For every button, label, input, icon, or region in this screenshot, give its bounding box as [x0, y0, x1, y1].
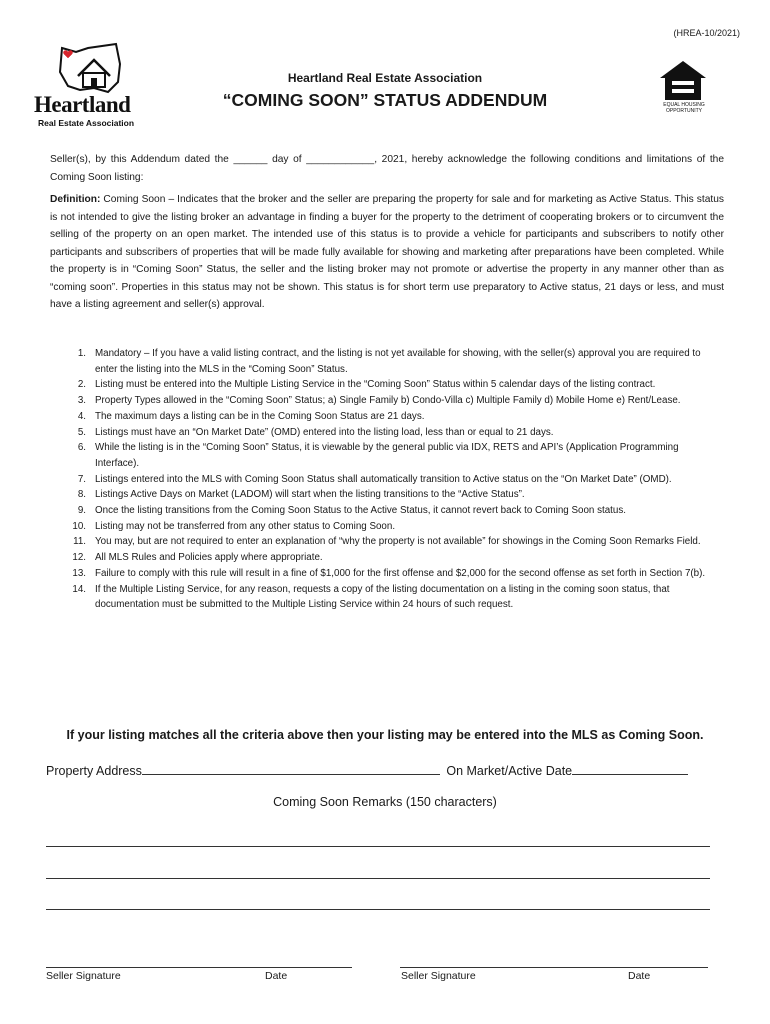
- list-item-number: 6.: [77, 442, 86, 454]
- list-item-number: 4.: [77, 410, 86, 422]
- list-item: [60, 582, 710, 613]
- list-item: [60, 534, 710, 550]
- definition-label: Definition:: [50, 194, 101, 205]
- property-address-row: [46, 761, 688, 778]
- heartland-logo: [34, 42, 152, 132]
- list-item-number: 12.: [72, 552, 86, 564]
- list-item-text: Listing may not be transferred from any other status to Coming Soon.: [95, 520, 396, 532]
- list-item-number: 2.: [77, 379, 86, 391]
- logo-wordmark: Heartland: [34, 92, 131, 117]
- list-item-number: 14.: [72, 583, 86, 595]
- list-item-number: 7.: [77, 473, 86, 485]
- list-item-number: 9.: [77, 505, 86, 517]
- seller-signature-line-1[interactable]: [46, 967, 352, 968]
- list-item-text: Listings entered into the MLS with Coming Soon Status shall automatically transition to Active status on the “On Market Date” (OMD).: [95, 473, 672, 485]
- list-item-text: While the listing is in the “Coming Soon” Status, it is viewable by the general public via IDX, RETS and API’s (Application Programming Interface).: [95, 442, 679, 469]
- list-item-text: Mandatory – If you have a valid listing contract, and the listing is not yet available for showing, with the seller(s) approval you are required to enter the listing into the MLS in the “Coming Soon” Status.: [95, 348, 701, 375]
- list-item: [60, 393, 710, 409]
- property-address-field[interactable]: [142, 761, 440, 775]
- remarks-line-3[interactable]: [46, 909, 710, 910]
- list-item-text: You may, but are not required to enter an explanation of “why the property is not available” for showings in the Coming Soon Remarks Field.: [95, 536, 701, 548]
- list-item-text: Property Types allowed in the “Coming Soon” Status; a) Single Family b) Condo-Villa c) Multiple Family d) Mobile Home e) Rent/Lease.: [95, 395, 681, 407]
- list-item: [60, 440, 710, 471]
- on-market-date-label: On Market/Active Date: [446, 764, 573, 778]
- list-item: [60, 346, 710, 377]
- list-item: [60, 566, 710, 582]
- seller-signature-label-1: Seller Signature: [46, 970, 121, 982]
- equal-housing-icon: [656, 58, 710, 102]
- remarks-label: Coming Soon Remarks (150 characters): [273, 795, 497, 809]
- organization-name: Heartland Real Estate Association: [287, 71, 483, 85]
- list-item: [60, 519, 710, 535]
- list-item: [60, 377, 710, 393]
- conditions-list: [60, 346, 710, 613]
- seller-signature-line-2[interactable]: [400, 967, 708, 968]
- list-item-text: Failure to comply with this rule will result in a fine of $1,000 for the first offense and $2,000 for the second offense as set forth in Section 7(b).: [95, 567, 706, 579]
- list-item-text: The maximum days a listing can be in the Coming Soon Status are 21 days.: [95, 410, 425, 422]
- criteria-notice: If your listing matches all the criteria above then your listing may be entered into the MLS as Coming Soon.: [66, 728, 704, 742]
- list-item: [60, 487, 710, 503]
- remarks-line-2[interactable]: [46, 878, 710, 879]
- list-item-text: Listing must be entered into the Multiple Listing Service in the “Coming Soon” Status within 5 calendar days of the listing contract.: [95, 379, 656, 391]
- list-item-text: Once the listing transitions from the Coming Soon Status to the Active Status, it cannot revert back to Coming Soon status.: [95, 505, 626, 517]
- form-code: (HREA-10/2021): [673, 28, 740, 38]
- date-label-2: Date: [628, 970, 651, 982]
- equal-housing-logo: [656, 58, 710, 118]
- list-item-number: 13.: [72, 567, 86, 579]
- seller-signature-label-2: Seller Signature: [401, 970, 476, 982]
- list-item: [60, 472, 710, 488]
- intro-paragraph: Seller(s), by this Addendum dated the ______ day of ____________, 2021, hereby acknowledge the following conditions and limitations of the Coming Soon listing:: [50, 154, 724, 183]
- list-item-text: All MLS Rules and Policies apply where appropriate.: [95, 552, 323, 564]
- list-item-number: 3.: [77, 395, 86, 407]
- list-item: [60, 425, 710, 441]
- list-item: [60, 409, 710, 425]
- definition-paragraph: [50, 191, 724, 314]
- list-item-number: 11.: [73, 536, 86, 548]
- definition-text: Coming Soon – Indicates that the broker and the seller are preparing the property for sale and for marketing as Active Status. This status is not intended to give the listing broker an advantage in finding a buyer for the property to the detriment of cooperating brokers or to circumvent the selling of the property on an open market. The intended use of this status is to provide a vehicle for participants and subscribers to notify other participants and subscribers of properties that will be made fully available for showing and marketing after preparations have been completed. While the property is in “Coming Soon” Status, the seller and the listing broker may not promote or advertise the property in any manner other than as “coming soon”. Properties in this status may not be shown. This status is for short term use preparatory to Active status, 21 days or less, and must have a listing agreement and seller(s) approval.: [50, 194, 724, 310]
- remarks-line-1[interactable]: [46, 846, 710, 847]
- page-title: “COMING SOON” STATUS ADDENDUM: [222, 90, 548, 110]
- list-item-number: 10.: [72, 520, 86, 532]
- list-item-number: 1.: [77, 348, 86, 359]
- list-item: [60, 550, 710, 566]
- on-market-date-field[interactable]: [572, 761, 688, 775]
- logo-subtitle: Real Estate Association: [38, 118, 135, 128]
- list-item-text: Listings must have an “On Market Date” (OMD) entered into the listing load, less than or equal to 21 days.: [95, 426, 554, 438]
- ohio-house-icon: [56, 42, 126, 94]
- list-item-text: Listings Active Days on Market (LADOM) will start when the listing transitions to the “Active Status”.: [95, 489, 525, 501]
- list-item: [60, 503, 710, 519]
- list-item-text: If the Multiple Listing Service, for any reason, requests a copy of the listing documentation on a listing in the coming soon status, that documentation must be submitted to the Multiple Listing Service within 24 hours of such request.: [95, 583, 670, 611]
- date-label-1: Date: [265, 970, 288, 982]
- list-item-number: 8.: [77, 489, 86, 501]
- equal-housing-text: EQUAL HOUSING OPPORTUNITY: [663, 102, 705, 114]
- property-address-label: Property Address: [46, 764, 142, 778]
- list-item-number: 5.: [77, 426, 86, 438]
